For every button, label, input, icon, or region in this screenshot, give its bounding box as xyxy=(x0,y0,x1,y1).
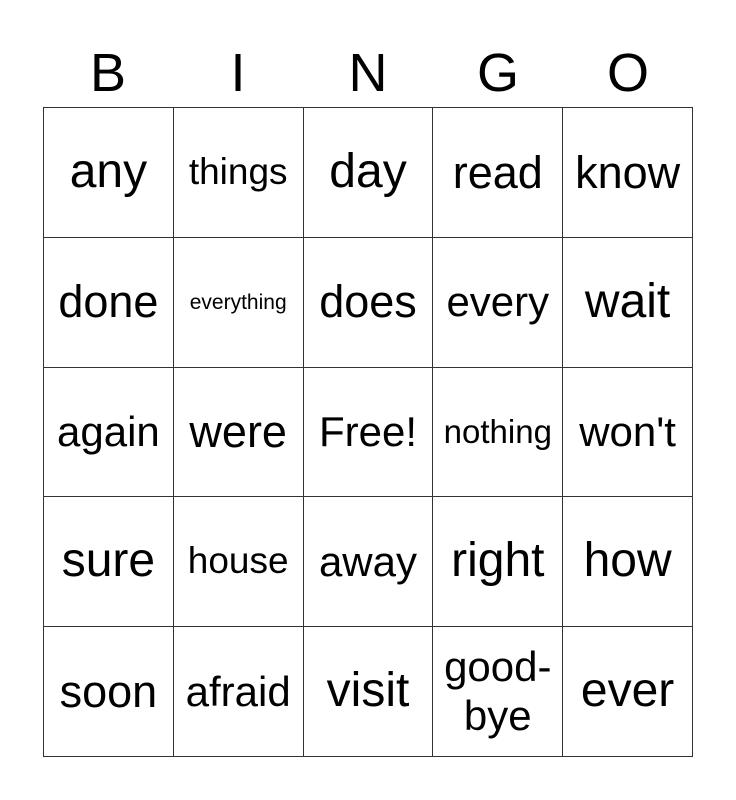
header-letter-i: I xyxy=(230,43,246,103)
bingo-cell[interactable]: afraid xyxy=(174,627,304,757)
bingo-cell[interactable]: does xyxy=(304,238,434,368)
bingo-cell[interactable]: house xyxy=(174,497,304,627)
bingo-cell[interactable]: won't xyxy=(563,368,693,498)
bingo-cell[interactable]: right xyxy=(433,497,563,627)
bingo-cell[interactable]: visit xyxy=(304,627,434,757)
bingo-cell[interactable]: every xyxy=(433,238,563,368)
bingo-cell[interactable]: again xyxy=(44,368,174,498)
bingo-cell[interactable]: know xyxy=(563,108,693,238)
bingo-header xyxy=(43,38,693,108)
bingo-cell[interactable]: everything xyxy=(174,238,304,368)
bingo-grid xyxy=(43,107,693,757)
header-letter-b: B xyxy=(89,43,127,103)
bingo-cell[interactable]: soon xyxy=(44,627,174,757)
bingo-cell[interactable]: things xyxy=(174,108,304,238)
bingo-cell[interactable]: day xyxy=(304,108,434,238)
bingo-cell[interactable]: sure xyxy=(44,497,174,627)
bingo-cell[interactable]: away xyxy=(304,497,434,627)
bingo-cell[interactable]: read xyxy=(433,108,563,238)
bingo-cell-free-space[interactable]: Free! xyxy=(304,368,434,498)
bingo-cell[interactable]: done xyxy=(44,238,174,368)
bingo-cell[interactable]: wait xyxy=(563,238,693,368)
bingo-cell[interactable]: were xyxy=(174,368,304,498)
bingo-cell[interactable]: how xyxy=(563,497,693,627)
header-letter-o: O xyxy=(606,43,649,103)
header-letter-n: N xyxy=(348,43,388,103)
bingo-cell[interactable]: any xyxy=(44,108,174,238)
bingo-cell[interactable]: nothing xyxy=(433,368,563,498)
header-letter-g: G xyxy=(476,43,519,103)
bingo-cell[interactable]: good-bye xyxy=(433,627,563,757)
bingo-cell[interactable]: ever xyxy=(563,627,693,757)
